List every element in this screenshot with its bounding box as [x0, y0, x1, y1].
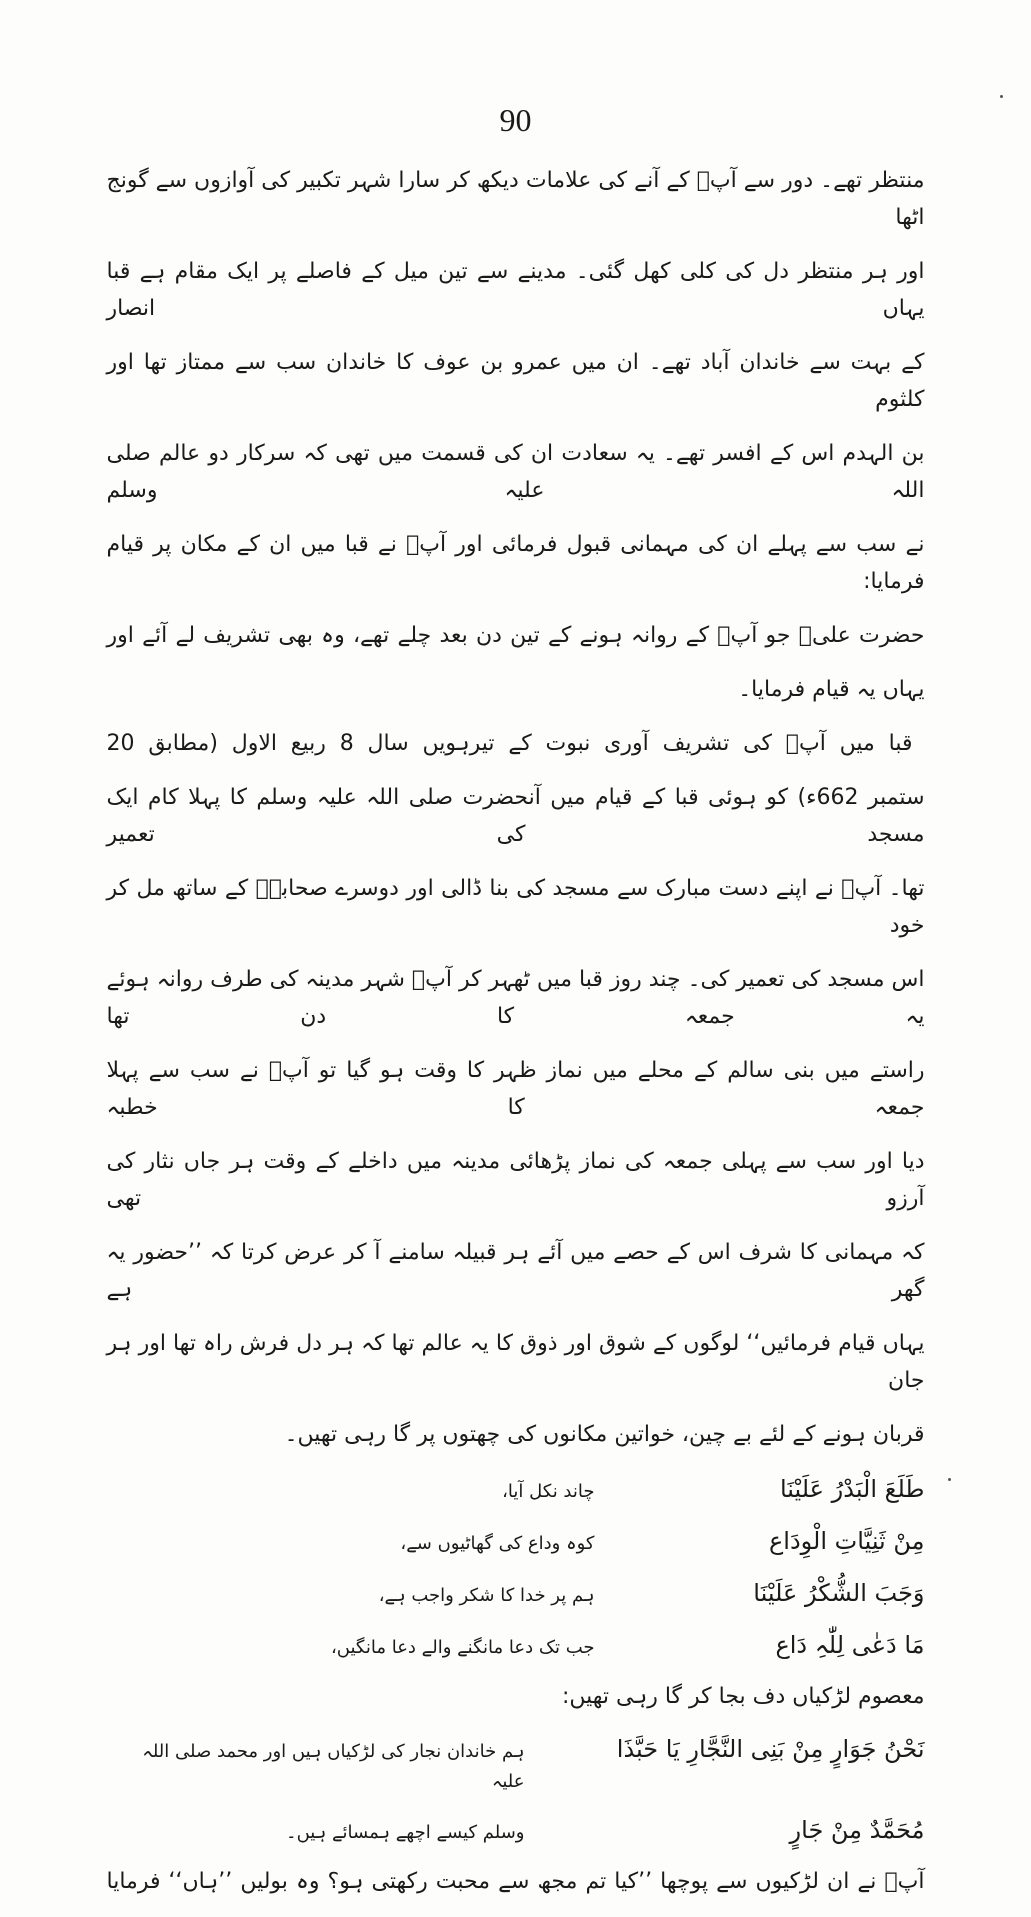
verse-row [107, 1522, 925, 1560]
verse-arabic: مَا دَعٰی لِلّٰہِ دَاع [775, 1631, 925, 1659]
verse-arabic: طَلَعَ الْبَدْرُ عَلَیْنَا [779, 1475, 925, 1503]
verse-translation: چاند نکل آیا، [502, 1481, 595, 1502]
text-line: قربان ہونے کے لئے بے چین، خواتین مکانوں کی چھتوں پر گا رہی تھیں۔ [284, 1422, 925, 1447]
body-text [107, 162, 925, 1453]
girls-verse-translation: ہم خاندان نجار کی لڑکیاں ہیں اور محمد صلی اللہ علیہ [142, 1741, 525, 1792]
text-line: کے بہت سے خاندان آباد تھے۔ ان میں عمرو بن عوف کا خاندان سب سے ممتاز تھا اور کلثوم [106, 350, 925, 412]
girls-verse-arabic: مُحَمَّدٌ مِنْ جَارٍ [789, 1816, 925, 1844]
girls-verse-translation: وسلم کیسے اچھے ہمسائے ہیں۔ [286, 1822, 525, 1843]
text-line: ستمبر 662ء) کو ہوئی قبا کے قیام میں آنحضرت صلی اللہ علیہ وسلم کا پہلا کام ایک مسجد کی تعمیر [106, 785, 925, 847]
text-line: اس مسجد کی تعمیر کی۔ چند روز قبا میں ٹھہر کر آپؐ شہر مدینہ کی طرف روانہ ہوئے یہ جمعہ کا دن تھا [106, 967, 925, 1029]
text-line: دیا اور سب سے پہلی جمعہ کی نماز پڑھائی مدینہ میں داخلے کے وقت ہر جاں نثار کی آرزو تھی [106, 1149, 925, 1211]
girls-intro: معصوم لڑکیاں دف بجا کر گا رہی تھیں: [561, 1684, 925, 1709]
verse-row [107, 1470, 925, 1508]
text-line: حضرت علیؓ جو آپؐ کے روانہ ہونے کے تین دن بعد چلے تھے، وہ بھی تشریف لے آئے اور [106, 623, 925, 648]
text-line: یہاں یہ قیام فرمایا۔ [738, 677, 925, 702]
text-line: راستے میں بنی سالم کے محلے میں نماز ظہر کا وقت ہو گیا تو آپؐ نے سب سے پہلا جمعہ کا خطبہ [106, 1058, 925, 1120]
scan-speck [1000, 95, 1003, 98]
girls-verse-row [107, 1811, 925, 1849]
text-line: تھا۔ آپؐ نے اپنے دست مبارک سے مسجد کی بنا ڈالی اور دوسرے صحابہؓ کے ساتھ مل کر خود [106, 876, 925, 938]
girls-verse-arabic: نَحْنُ جَوَارٍ مِنْ بَنِی النَّجَّارِ یَا حَبَّذَا [616, 1735, 925, 1763]
girls-verse-row [107, 1730, 925, 1797]
text-line: منتظر تھے۔ دور سے آپؐ کے آنے کی علامات دیکھ کر سارا شہر تکبیر کی آوازوں سے گونج اٹھا [106, 168, 925, 230]
text-line: یہاں قیام فرمائیں‘‘ لوگوں کے شوق اور ذوق کا یہ عالم تھا کہ ہر دل فرش راہ تھا اور ہر جان [106, 1331, 925, 1393]
verse-translation: کوہ وداع کی گھاٹیوں سے، [400, 1533, 595, 1554]
text-line: اور ہر منتظر دل کی کلی کھل گئی۔ مدینے سے تین میل کے فاصلے پر ایک مقام ہے قبا یہاں انصار [106, 259, 925, 321]
text-line: بن الہدم اس کے افسر تھے۔ یہ سعادت ان کی قسمت میں تھی کہ سرکار دو عالم صلی اللہ علیہ وسلم [106, 441, 925, 503]
scan-speck [948, 1478, 951, 1481]
verse-arabic: وَجَبَ الشُّکْرُ عَلَیْنَا [753, 1579, 925, 1607]
page-number: 90 [499, 102, 532, 138]
verse-translation: ہم پر خدا کا شکر واجب ہے، [378, 1585, 595, 1606]
verse-translation: جب تک دعا مانگنے والے دعا مانگیں، [330, 1637, 595, 1658]
text-line: نے سب سے پہلے ان کی مہمانی قبول فرمائی اور آپؐ نے قبا میں ان کے مکان پر قیام فرمایا: [106, 532, 925, 594]
text-line: کہ مہمانی کا شرف اس کے حصے میں آئے ہر قبیلہ سامنے آ کر عرض کرتا کہ ’’حضور یہ گھر ہے [106, 1240, 925, 1302]
closing-line: آپؐ نے ان لڑکیوں سے پوچھا ’’کیا تم مجھ سے محبت رکھتی ہو؟ وہ بولیں ’’ہاں‘‘ فرمایا [106, 1869, 925, 1894]
text-line: قبا میں آپؐ کی تشریف آوری نبوت کے تیرہویں سال 8 ربیع الاول (مطابق 20 [106, 731, 913, 756]
page-body [107, 162, 925, 1900]
verse-row [107, 1626, 925, 1664]
verse-row [107, 1574, 925, 1612]
verse-arabic: مِنْ ثَنِیَّاتِ الْوِدَاع [768, 1527, 925, 1555]
